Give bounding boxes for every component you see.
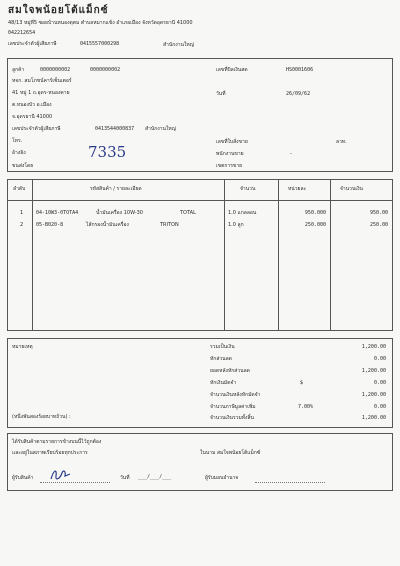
- col-divider-3: [278, 179, 279, 331]
- summary-value-5: 1,200.00: [361, 392, 386, 398]
- company-address: 48/13 หมู่ที่5 ซอยบ้านหนองดุตม ตำบลหมากแข้ง อำเภอเมือง จังหวัดอุดรธานี 41000: [8, 20, 193, 26]
- row-1-price: 950.000: [304, 210, 326, 216]
- customer-branch: สำนักงานใหญ่: [145, 126, 176, 132]
- summary-label-7: จำนวนเงินรวมทั้งสิ้น: [210, 415, 254, 421]
- row-2-price: 250.000: [304, 222, 326, 228]
- summary-label-3: ยอดหลังหักส่วนลด: [210, 368, 250, 374]
- authorized-signature-line: [255, 482, 325, 483]
- customer-address-2: ต.หนองบัว อ.เมือง: [12, 102, 52, 108]
- col-divider-4: [330, 179, 331, 331]
- customer-tax-id: 0413544000837: [95, 126, 135, 132]
- received-note-2: และอยู่ในสภาพเรียบร้อยทุกประการ: [12, 450, 88, 456]
- receiver-label: ผู้รับสินค้า: [12, 475, 34, 481]
- row-1-amount: 950.00: [369, 210, 388, 216]
- reference-handwritten: 7335: [88, 143, 127, 161]
- doc-number-label: เลขที่บิลเงินสด: [216, 67, 248, 73]
- company-tax-label: เลขประจำตัวผู้เสียภาษี: [8, 41, 57, 47]
- row-1-code: 04-10W3-0TOTA4: [36, 210, 79, 216]
- header-description: รหัสสินค้า / รายละเอียด: [90, 186, 142, 192]
- customer-address-1: 41 หมู่ 1 ถ.อุดร-หนองคาย: [12, 90, 70, 96]
- doc-date-label: วันที่: [216, 91, 226, 97]
- header-unit-price: หน่วยละ: [288, 186, 307, 192]
- summary-value-4: 0.00: [373, 380, 386, 386]
- summary-label-1: รวมเป็นเงิน: [210, 344, 235, 350]
- header-amount: จำนวนเงิน: [340, 186, 363, 192]
- row-2-qty: 1.0 ลูก: [228, 222, 244, 228]
- row-1-desc: น้ำมันเครื่อง 10W-30: [96, 210, 143, 216]
- phone-label: โทร.: [12, 138, 23, 144]
- summary-value-6: 0.00: [373, 404, 386, 410]
- row-1-no: 1: [20, 210, 24, 216]
- doc-date: 26/09/62: [286, 91, 311, 97]
- company-name: สมใจพน้อยโต้แม็กซ์: [8, 5, 109, 16]
- customer-address-3: จ.อุดรธานี 41000: [12, 114, 53, 120]
- row-2-amount: 250.00: [369, 222, 388, 228]
- receive-date-label: วันที่: [120, 475, 130, 481]
- header-qty: จำนวน: [240, 186, 256, 192]
- remark-label: หมายเหตุ: [12, 344, 33, 350]
- customer-code-1: 0000000002: [40, 67, 71, 73]
- row-1-brand: TOTAL: [180, 210, 196, 216]
- company-tax-id: 0415557000298: [80, 41, 120, 47]
- receiver-signature: [48, 467, 74, 483]
- amount-in-words: (หนึ่งพันสองร้อยบาทถ้วน) :: [12, 414, 71, 420]
- sales-dash: -: [290, 151, 292, 157]
- summary-value-7: 1,200.00: [361, 415, 386, 421]
- sales-label: พนักงานขาย: [216, 151, 244, 157]
- ship-label: ขนส่งโดย: [12, 163, 34, 169]
- company-phone: 042212654: [8, 30, 36, 36]
- customer-name: หจก. สมโภชน์คาร์เซ็นเตอร์: [12, 78, 72, 84]
- on-behalf-label: ในนาม สมใจพน้อยโต้แม็กซ์: [200, 450, 261, 456]
- table-header-divider: [7, 200, 393, 201]
- col-divider-1: [32, 179, 33, 331]
- reference-label: อ้างอิง: [12, 150, 26, 156]
- summary-label-5: จำนวนเงินหลังหักมัดจำ: [210, 392, 261, 398]
- company-branch: สำนักงานใหญ่: [163, 42, 194, 48]
- customer-code-2: 0000000002: [90, 67, 121, 73]
- summary-value-2: 0.00: [373, 356, 386, 362]
- received-note-1: ได้รับสินค้าตามรายการข้างบนนี้ไว้ถูกต้อง: [12, 439, 102, 445]
- due-label: เขตการขาย: [216, 163, 243, 169]
- row-1-qty: 1.0 แกลลอน: [228, 210, 257, 216]
- summary-value-1: 1,200.00: [361, 344, 386, 350]
- summary-value-3: 1,200.00: [361, 368, 386, 374]
- header-info-box: [7, 58, 393, 172]
- customer-tax-label: เลขประจำตัวผู้เสียภาษี: [12, 126, 61, 132]
- doc-number: HS0001606: [286, 67, 314, 73]
- deposit-dollar: $: [300, 380, 304, 386]
- customer-label: ลูกค้า: [12, 67, 25, 73]
- order-dash: ลวท.: [336, 139, 347, 145]
- summary-label-6: จำนวนภาษีมูลค่าเพิ่ม: [210, 404, 256, 410]
- col-divider-2: [224, 179, 225, 331]
- vat-rate: 7.00%: [298, 404, 314, 410]
- items-table: [7, 179, 393, 331]
- row-2-no: 2: [20, 222, 24, 228]
- row-2-code: 05-B020-8: [36, 222, 64, 228]
- row-2-brand: TRITON: [160, 222, 179, 228]
- summary-label-4: หักเงินมัดจำ: [210, 380, 237, 386]
- row-2-desc: ไส้กรองน้ำมันเครื่อง: [86, 222, 129, 228]
- order-label: เลขที่ใบสั่งขาย: [216, 139, 248, 145]
- header-no: ลำดับ: [13, 186, 26, 192]
- authorized-label: ผู้รับมอบอำนาจ: [205, 475, 239, 481]
- receive-date-blank: ___/___/___: [138, 474, 172, 480]
- summary-label-2: หักส่วนลด: [210, 356, 232, 362]
